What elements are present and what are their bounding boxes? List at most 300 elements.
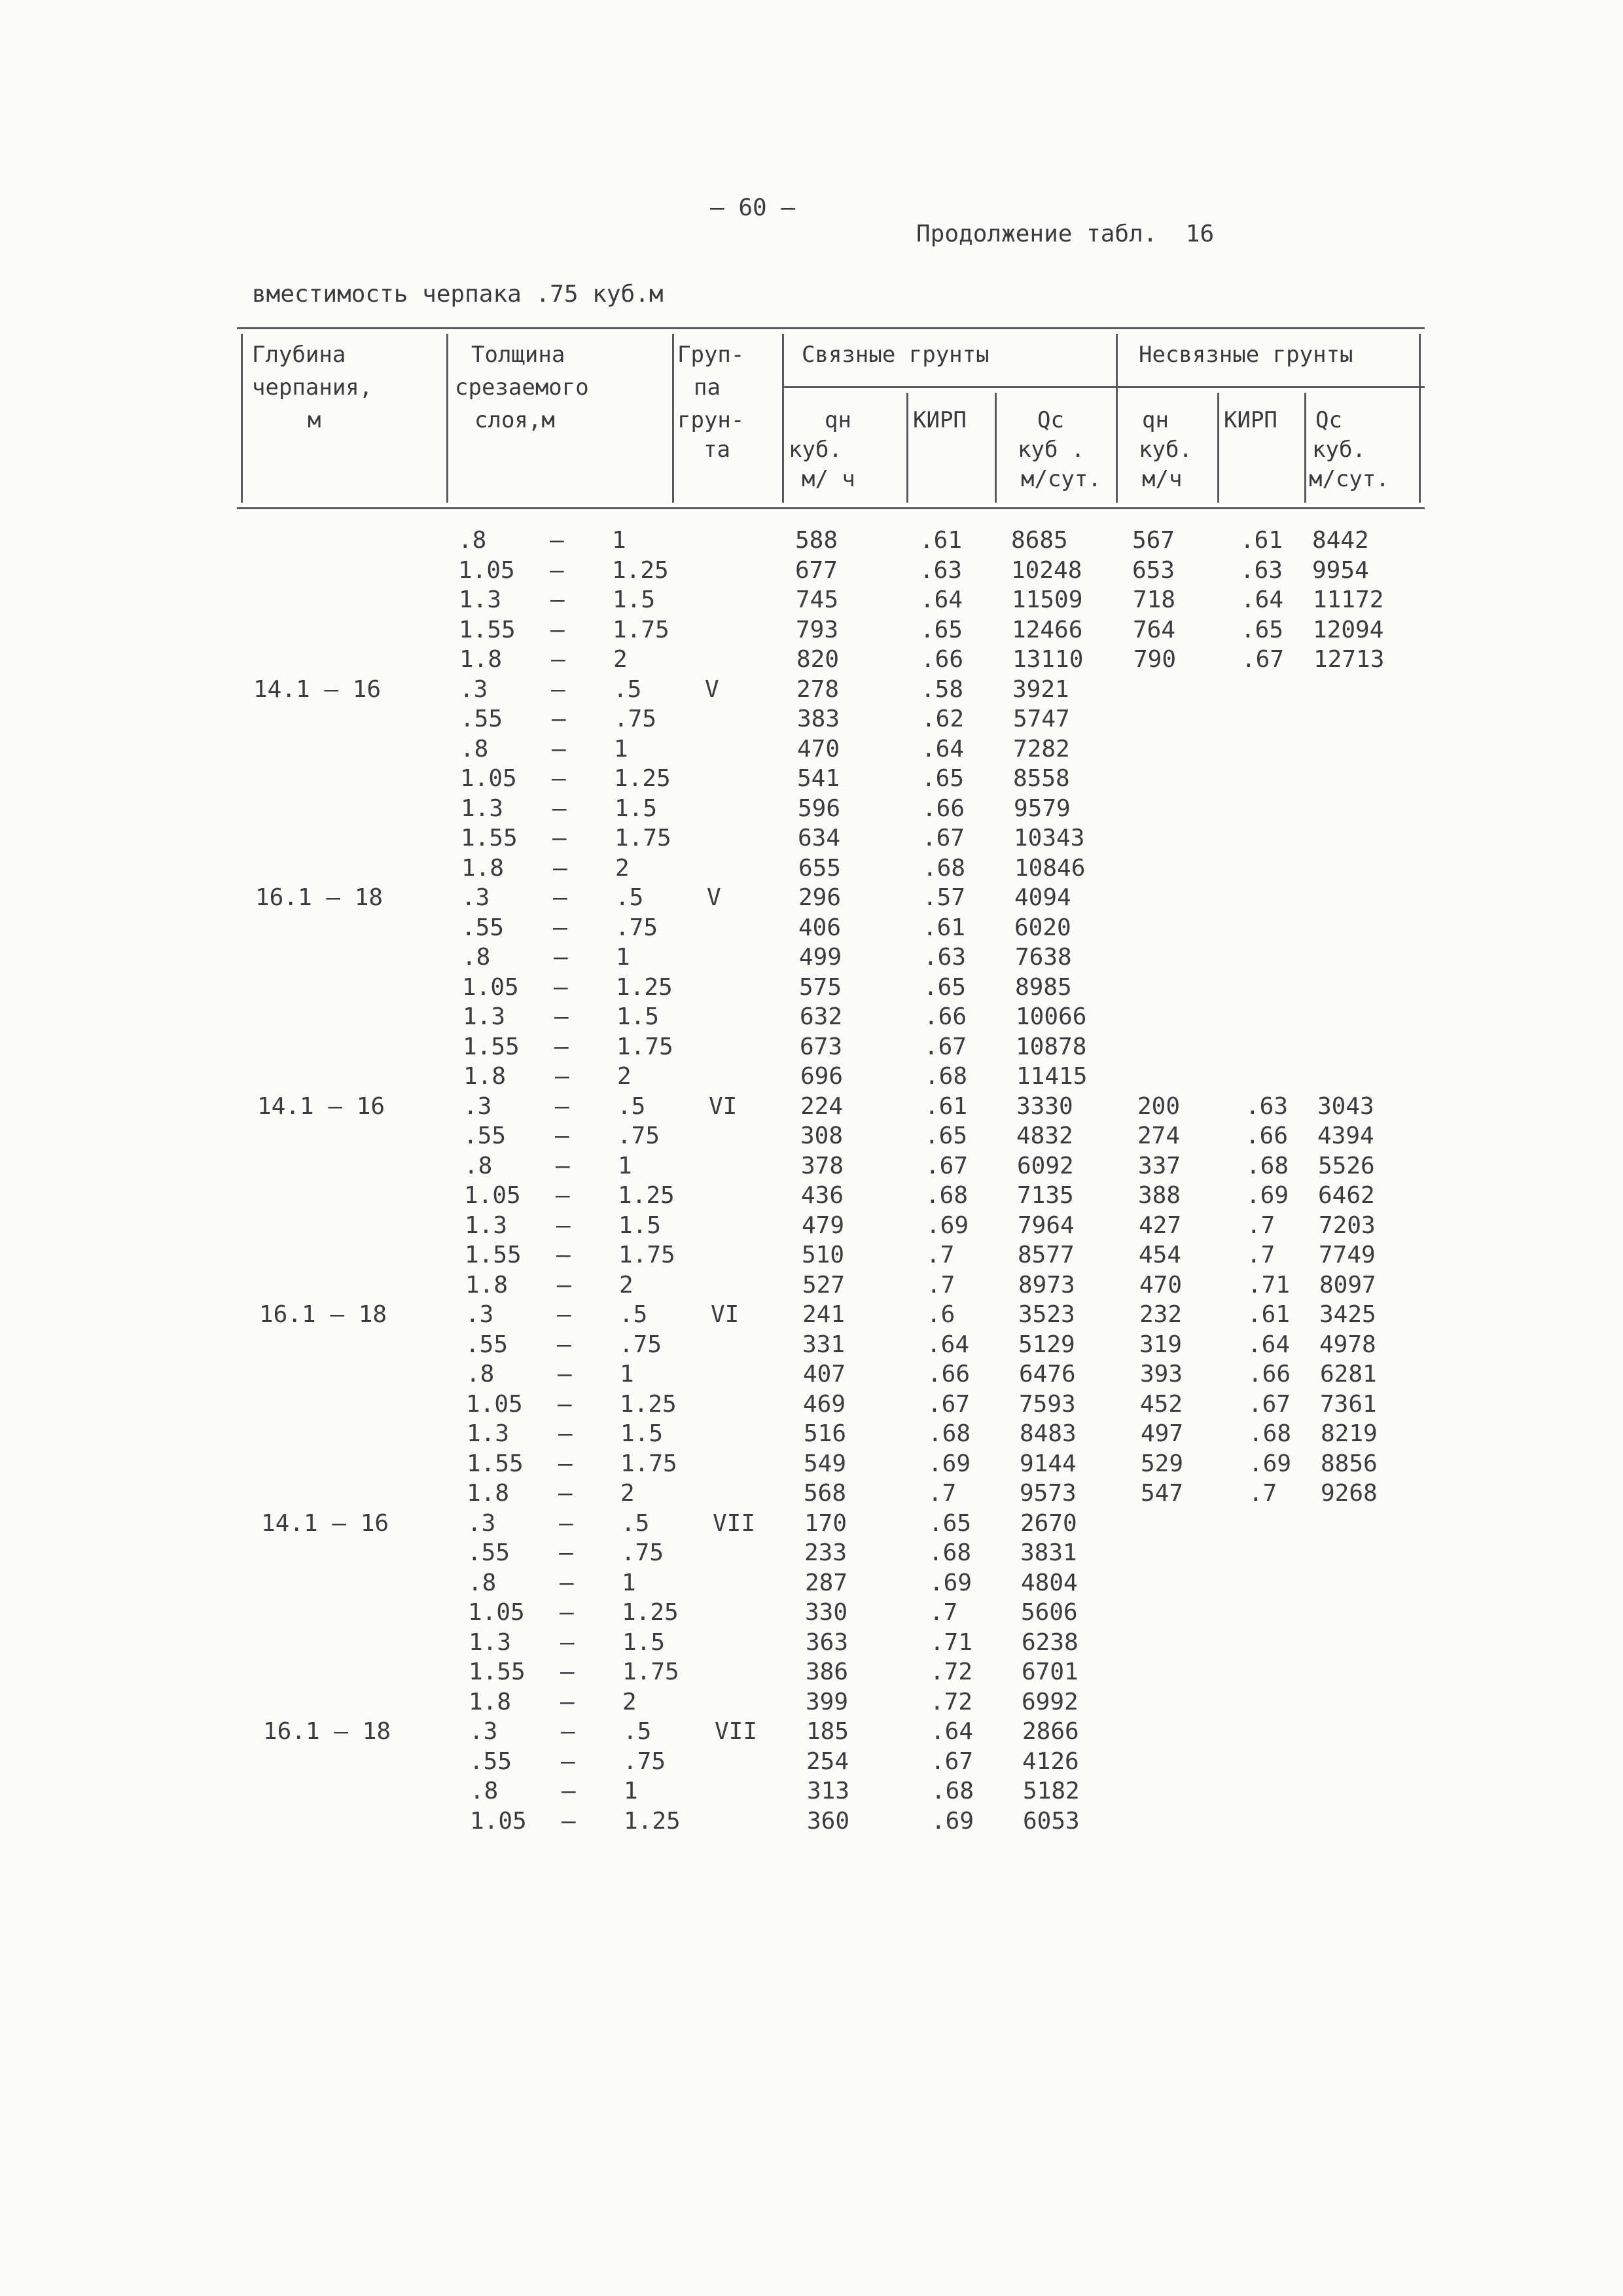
cell-kirp: .65 <box>925 1122 968 1149</box>
cell-to: 1.75 <box>616 1033 673 1060</box>
table-caption: Продолжение табл. 16 <box>916 221 1215 247</box>
cell-to: 1.5 <box>615 795 658 822</box>
cell-qc: 9579 <box>1014 795 1071 822</box>
cell-qc: 3330 <box>1016 1093 1073 1120</box>
cell-dash: – <box>553 914 567 941</box>
cell-qn: 793 <box>796 617 839 643</box>
cell-to: .5 <box>621 1510 650 1537</box>
cell-qc: 8483 <box>1020 1420 1077 1447</box>
cell-qc2: 4394 <box>1317 1122 1374 1149</box>
cell-qn: 510 <box>802 1242 845 1268</box>
cell-qn2: 529 <box>1141 1450 1184 1477</box>
cell-to: 2 <box>619 1272 633 1299</box>
cell-kirp: .65 <box>920 617 963 643</box>
cell-qc: 7282 <box>1013 736 1070 762</box>
cell-qc: 4832 <box>1016 1122 1073 1149</box>
cell-to: 1.75 <box>622 1659 679 1685</box>
cell-kirp: .66 <box>924 1003 967 1030</box>
cell-qn: 673 <box>800 1033 843 1060</box>
cell-qc: 4094 <box>1014 884 1071 911</box>
cell-qn: 254 <box>806 1748 849 1775</box>
cell-from: .55 <box>469 1748 512 1775</box>
cell-from: 1.3 <box>465 1212 508 1239</box>
cell-kirp: .63 <box>919 557 963 584</box>
cell-from: .55 <box>461 914 505 941</box>
cell-qc: 7638 <box>1015 944 1072 971</box>
cell-group: VI <box>711 1301 740 1328</box>
cell-to: 2 <box>622 1689 637 1715</box>
cell-from: .8 <box>460 736 489 762</box>
cell-from: .8 <box>458 527 487 554</box>
cell-from: 1.8 <box>459 646 503 673</box>
cell-dash: – <box>554 1003 569 1030</box>
header-qn-3: м/ ч <box>802 466 855 492</box>
cell-group: VII <box>715 1718 758 1745</box>
cell-qc2: 8097 <box>1319 1272 1376 1299</box>
cell-dash: – <box>559 1510 573 1537</box>
header-thickness-2: срезаемого <box>455 374 589 401</box>
cell-qn: 170 <box>804 1510 847 1537</box>
col-rule <box>782 334 784 503</box>
cell-group: V <box>707 884 721 911</box>
cell-to: .5 <box>619 1301 648 1328</box>
cell-to: 1.25 <box>618 1182 675 1209</box>
cell-qn: 470 <box>797 736 840 762</box>
cell-from: 1.05 <box>462 974 519 1001</box>
cell-from: 1.05 <box>460 765 517 792</box>
cell-dash: – <box>556 1153 570 1179</box>
cell-depth: 14.1 – 16 <box>253 676 382 703</box>
cell-qn: 549 <box>804 1450 847 1477</box>
header-noncohesive-soils: Несвязные грунты <box>1139 342 1353 368</box>
col-rule <box>1419 334 1421 503</box>
cell-qn: 278 <box>796 676 840 703</box>
cell-kirp: .7 <box>929 1599 958 1626</box>
cell-kirp: .71 <box>930 1629 973 1656</box>
cell-dash: – <box>553 884 567 911</box>
cell-from: .3 <box>461 884 490 911</box>
cell-to: 1.5 <box>622 1629 666 1656</box>
cell-qc: 5606 <box>1021 1599 1078 1626</box>
cell-dash: – <box>555 1093 569 1120</box>
cell-dash: – <box>550 586 565 613</box>
cell-dash: – <box>551 646 565 673</box>
cell-qc: 6992 <box>1022 1689 1079 1715</box>
cell-qc: 10878 <box>1016 1033 1087 1060</box>
cell-kirp2: .63 <box>1240 557 1283 584</box>
cell-dash: – <box>557 1301 571 1328</box>
cell-qc2: 3043 <box>1317 1093 1374 1120</box>
cell-dash: – <box>557 1331 571 1358</box>
col-rule <box>241 334 243 503</box>
cell-qn: 185 <box>806 1718 849 1745</box>
cell-qc2: 6462 <box>1318 1182 1375 1209</box>
cell-qc2: 9954 <box>1312 557 1369 584</box>
cell-qc: 4804 <box>1021 1570 1078 1596</box>
table-top-rule <box>237 327 1425 329</box>
cell-qn: 696 <box>800 1063 844 1090</box>
cell-qn2: 452 <box>1140 1391 1183 1418</box>
header-qc-2: куб . <box>1018 437 1085 463</box>
cell-dash: – <box>560 1570 574 1596</box>
cell-qn: 588 <box>795 527 838 554</box>
cell-kirp: .7 <box>928 1480 957 1507</box>
cell-to: .5 <box>615 884 644 911</box>
cell-dash: – <box>552 706 566 732</box>
cell-depth: 16.1 – 18 <box>259 1301 387 1328</box>
cell-qc: 3921 <box>1012 676 1069 703</box>
cell-kirp: .67 <box>927 1391 971 1418</box>
header-depth-1: Глубина <box>252 342 346 368</box>
cell-kirp2: .71 <box>1247 1272 1291 1299</box>
header-qn2-3: м/ч <box>1142 466 1183 492</box>
cell-qn2: 388 <box>1138 1182 1181 1209</box>
cell-from: 1.05 <box>468 1599 525 1626</box>
cell-dash: – <box>560 1599 574 1626</box>
cell-qn: 469 <box>803 1391 846 1418</box>
cell-from: 1.05 <box>458 557 515 584</box>
cell-to: 1.25 <box>614 765 671 792</box>
cell-qn2: 274 <box>1137 1122 1181 1149</box>
cell-qc: 4126 <box>1022 1748 1079 1775</box>
cell-kirp2: .64 <box>1241 586 1284 613</box>
cell-qn: 331 <box>802 1331 846 1358</box>
cell-qc: 6238 <box>1022 1629 1079 1656</box>
cell-to: .5 <box>617 1093 646 1120</box>
header-qn2-1: qн <box>1142 407 1169 433</box>
cell-qc2: 6281 <box>1320 1361 1377 1388</box>
header-kirp: КИРП <box>913 407 967 433</box>
cell-depth: 14.1 – 16 <box>261 1510 389 1537</box>
cell-qc2: 5526 <box>1318 1153 1375 1179</box>
cell-dash: – <box>550 527 564 554</box>
cell-qc2: 8856 <box>1321 1450 1378 1477</box>
cell-kirp2: .7 <box>1249 1480 1277 1507</box>
cell-kirp2: .66 <box>1248 1361 1291 1388</box>
cell-qc2: 9268 <box>1321 1480 1378 1507</box>
cell-dash: – <box>551 676 565 703</box>
cell-from: 1.55 <box>469 1659 526 1685</box>
cell-qn: 596 <box>798 795 841 822</box>
cell-qn2: 319 <box>1139 1331 1183 1358</box>
cell-qn: 330 <box>805 1599 848 1626</box>
cell-qc: 8985 <box>1015 974 1072 1001</box>
cell-from: .8 <box>462 944 491 971</box>
cell-dash: – <box>561 1748 575 1775</box>
cell-kirp: .69 <box>931 1808 974 1835</box>
cell-qn2: 337 <box>1138 1153 1181 1179</box>
cell-dash: – <box>552 825 567 852</box>
cell-kirp: .66 <box>927 1361 971 1388</box>
cell-qc: 8973 <box>1018 1272 1075 1299</box>
cell-qn: 241 <box>802 1301 846 1328</box>
cell-qn: 287 <box>805 1570 848 1596</box>
cell-qc2: 7749 <box>1319 1242 1376 1268</box>
cell-kirp: .68 <box>928 1420 971 1447</box>
cell-dash: – <box>556 1212 571 1239</box>
header-thickness-1: Толщина <box>471 342 565 368</box>
col-rule <box>672 334 674 503</box>
cell-dash: – <box>558 1450 573 1477</box>
cell-to: 1 <box>622 1570 636 1596</box>
cell-kirp: .7 <box>927 1272 955 1299</box>
cell-qn: 313 <box>807 1778 850 1804</box>
cell-qn: 399 <box>806 1689 849 1715</box>
header-thickness-3: слоя,м <box>474 407 555 433</box>
cell-group: V <box>705 676 719 703</box>
cell-from: .3 <box>469 1718 498 1745</box>
group-subheader-rule <box>782 386 1425 388</box>
header-qc2-2: куб. <box>1312 437 1366 463</box>
cell-from: 1.3 <box>467 1420 510 1447</box>
cell-to: 2 <box>613 646 628 673</box>
cell-qn: 516 <box>804 1420 847 1447</box>
bucket-capacity-note: вместимость черпака .75 куб.м <box>252 281 664 308</box>
header-qc2-3: м/сут. <box>1309 466 1389 492</box>
cell-to: 1 <box>614 736 628 762</box>
cell-qn: 527 <box>802 1272 846 1299</box>
cell-qn: 655 <box>798 855 842 882</box>
cell-qc: 6053 <box>1023 1808 1080 1835</box>
cell-to: .75 <box>623 1748 666 1775</box>
cell-qn2: 232 <box>1139 1301 1183 1328</box>
cell-kirp2: .68 <box>1249 1420 1292 1447</box>
header-qc2-1: Qс <box>1315 407 1342 433</box>
cell-qc: 8685 <box>1011 527 1068 554</box>
cell-qn2: 718 <box>1133 586 1176 613</box>
cell-qn: 407 <box>803 1361 846 1388</box>
cell-qn2: 764 <box>1133 617 1176 643</box>
cell-from: 1.05 <box>466 1391 523 1418</box>
cell-qn: 296 <box>798 884 842 911</box>
cell-dash: – <box>558 1420 573 1447</box>
cell-from: 1.55 <box>461 825 518 852</box>
cell-to: 1.5 <box>618 1212 662 1239</box>
cell-dash: – <box>561 1718 575 1745</box>
cell-kirp: .6 <box>927 1301 955 1328</box>
cell-qc2: 12094 <box>1313 617 1384 643</box>
cell-from: 1.3 <box>463 1003 506 1030</box>
cell-qc: 9573 <box>1020 1480 1077 1507</box>
cell-kirp: .62 <box>921 706 965 732</box>
cell-dash: – <box>555 1122 569 1149</box>
cell-from: .3 <box>467 1510 496 1537</box>
cell-dash: – <box>552 736 566 762</box>
cell-qc: 2670 <box>1020 1510 1077 1537</box>
cell-qn2: 393 <box>1140 1361 1183 1388</box>
cell-qc2: 7203 <box>1319 1212 1376 1239</box>
header-depth-2: черпания, <box>252 374 373 401</box>
cell-to: 1.25 <box>620 1391 677 1418</box>
cell-qc: 2866 <box>1022 1718 1079 1745</box>
cell-to: 1.75 <box>613 617 669 643</box>
col-rule <box>1304 393 1306 503</box>
cell-qc: 7964 <box>1018 1212 1075 1239</box>
cell-qc: 7135 <box>1017 1182 1074 1209</box>
cell-qc: 11509 <box>1012 586 1083 613</box>
cell-qn: 568 <box>804 1480 847 1507</box>
cell-kirp2: .65 <box>1241 617 1284 643</box>
cell-kirp: .65 <box>923 974 967 1001</box>
cell-qc2: 12713 <box>1313 646 1385 673</box>
cell-to: 1.75 <box>620 1450 677 1477</box>
header-qn2-2: куб. <box>1139 437 1192 463</box>
cell-kirp2: .7 <box>1247 1212 1275 1239</box>
cell-qc: 10846 <box>1014 855 1086 882</box>
cell-from: .3 <box>463 1093 492 1120</box>
cell-dash: – <box>562 1808 576 1835</box>
cell-from: 1.05 <box>470 1808 527 1835</box>
cell-kirp: .64 <box>920 586 963 613</box>
cell-qc: 8558 <box>1013 765 1070 792</box>
cell-qn2: 497 <box>1141 1420 1184 1447</box>
cell-kirp2: .69 <box>1246 1182 1289 1209</box>
cell-qn: 499 <box>799 944 842 971</box>
cell-to: 1.75 <box>615 825 671 852</box>
cell-kirp2: .7 <box>1247 1242 1275 1268</box>
cell-to: 1 <box>620 1361 634 1388</box>
cell-kirp: .63 <box>923 944 967 971</box>
cell-qn2: 790 <box>1133 646 1177 673</box>
cell-qc: 3831 <box>1020 1539 1077 1566</box>
cell-from: .8 <box>468 1570 497 1596</box>
cell-to: 1 <box>616 944 630 971</box>
cell-dash: – <box>552 765 566 792</box>
cell-to: 1.5 <box>613 586 656 613</box>
header-bottom-rule <box>237 507 1425 509</box>
cell-kirp: .68 <box>923 855 966 882</box>
cell-kirp: .68 <box>925 1063 968 1090</box>
cell-to: 2 <box>617 1063 632 1090</box>
cell-dash: – <box>554 944 568 971</box>
cell-qn: 436 <box>801 1182 844 1209</box>
col-rule <box>1116 334 1118 503</box>
cell-from: 1.8 <box>463 1063 507 1090</box>
cell-qn: 745 <box>796 586 839 613</box>
cell-dash: – <box>550 617 565 643</box>
cell-from: 1.05 <box>464 1182 521 1209</box>
cell-qc: 9144 <box>1020 1450 1077 1477</box>
cell-kirp: .72 <box>930 1659 973 1685</box>
cell-qn2: 547 <box>1141 1480 1184 1507</box>
cell-qc: 11415 <box>1016 1063 1088 1090</box>
cell-to: .5 <box>613 676 642 703</box>
col-rule <box>906 393 908 503</box>
cell-qn2: 200 <box>1137 1093 1181 1120</box>
cell-kirp: .67 <box>931 1748 974 1775</box>
cell-kirp2: .66 <box>1245 1122 1289 1149</box>
cell-kirp2: .63 <box>1245 1093 1289 1120</box>
cell-dash: – <box>560 1689 575 1715</box>
cell-kirp: .67 <box>925 1153 969 1179</box>
cell-from: 1.8 <box>469 1689 512 1715</box>
cell-qc2: 11172 <box>1313 586 1384 613</box>
cell-kirp2: .69 <box>1249 1450 1292 1477</box>
cell-from: .55 <box>463 1122 507 1149</box>
cell-qn2: 653 <box>1132 557 1175 584</box>
cell-qc2: 4978 <box>1319 1331 1376 1358</box>
cell-qc2: 3425 <box>1319 1301 1376 1328</box>
cell-from: 1.3 <box>459 586 502 613</box>
cell-dash: – <box>555 1063 569 1090</box>
cell-qn: 378 <box>801 1153 844 1179</box>
cell-to: .75 <box>617 1122 660 1149</box>
cell-qn: 632 <box>800 1003 843 1030</box>
cell-qc2: 7361 <box>1320 1391 1377 1418</box>
cell-dash: – <box>558 1480 573 1507</box>
cell-qc: 6476 <box>1019 1361 1076 1388</box>
cell-to: 1.75 <box>618 1242 675 1268</box>
cell-to: 1.25 <box>612 557 669 584</box>
cell-from: 1.3 <box>461 795 504 822</box>
cell-to: 1.5 <box>620 1420 664 1447</box>
cell-qc: 3523 <box>1018 1301 1075 1328</box>
col-rule <box>446 334 448 503</box>
cell-qc: 6701 <box>1022 1659 1079 1685</box>
cell-kirp: .61 <box>919 527 963 554</box>
cell-kirp2: .67 <box>1241 646 1285 673</box>
cell-kirp2: .68 <box>1246 1153 1289 1179</box>
cell-from: .8 <box>470 1778 499 1804</box>
cell-qn: 820 <box>796 646 840 673</box>
cell-dash: – <box>554 1033 569 1060</box>
cell-to: .5 <box>623 1718 652 1745</box>
cell-kirp: .68 <box>929 1539 972 1566</box>
cell-qn2: 427 <box>1139 1212 1182 1239</box>
header-group-3: грун- <box>677 407 745 433</box>
cell-to: 1.5 <box>616 1003 660 1030</box>
cell-kirp: .69 <box>929 1570 972 1596</box>
cell-qc: 5129 <box>1018 1331 1075 1358</box>
cell-kirp: .69 <box>928 1450 971 1477</box>
cell-to: 2 <box>615 855 630 882</box>
cell-qn: 308 <box>800 1122 844 1149</box>
cell-qc: 5182 <box>1023 1778 1080 1804</box>
cell-kirp: .68 <box>931 1778 974 1804</box>
cell-qc: 10248 <box>1011 557 1082 584</box>
cell-kirp: .65 <box>929 1510 972 1537</box>
cell-kirp: .64 <box>927 1331 970 1358</box>
cell-kirp: .61 <box>923 914 966 941</box>
cell-kirp: .66 <box>922 795 965 822</box>
cell-to: 1.25 <box>622 1599 679 1626</box>
cell-to: .75 <box>614 706 657 732</box>
cell-qn: 360 <box>807 1808 850 1835</box>
cell-from: 1.8 <box>467 1480 510 1507</box>
cell-qn: 406 <box>798 914 842 941</box>
cell-kirp: .72 <box>930 1689 973 1715</box>
cell-to: 1 <box>618 1153 632 1179</box>
cell-qn: 677 <box>795 557 838 584</box>
cell-dash: – <box>558 1391 572 1418</box>
cell-qn: 575 <box>799 974 842 1001</box>
cell-kirp2: .67 <box>1248 1391 1291 1418</box>
cell-depth: 16.1 – 18 <box>255 884 383 911</box>
cell-kirp: .64 <box>931 1718 974 1745</box>
cell-qc: 10066 <box>1016 1003 1087 1030</box>
cell-from: 1.55 <box>465 1242 522 1268</box>
cell-kirp2: .61 <box>1240 527 1283 554</box>
cell-kirp: .67 <box>924 1033 967 1060</box>
cell-dash: – <box>558 1361 572 1388</box>
page-number: – 60 – <box>710 194 796 221</box>
cell-to: 1 <box>612 527 626 554</box>
cell-dash: – <box>556 1242 571 1268</box>
cell-kirp2: .64 <box>1247 1331 1291 1358</box>
cell-kirp: .64 <box>921 736 965 762</box>
cell-to: 2 <box>620 1480 635 1507</box>
cell-depth: 16.1 – 18 <box>263 1718 391 1745</box>
